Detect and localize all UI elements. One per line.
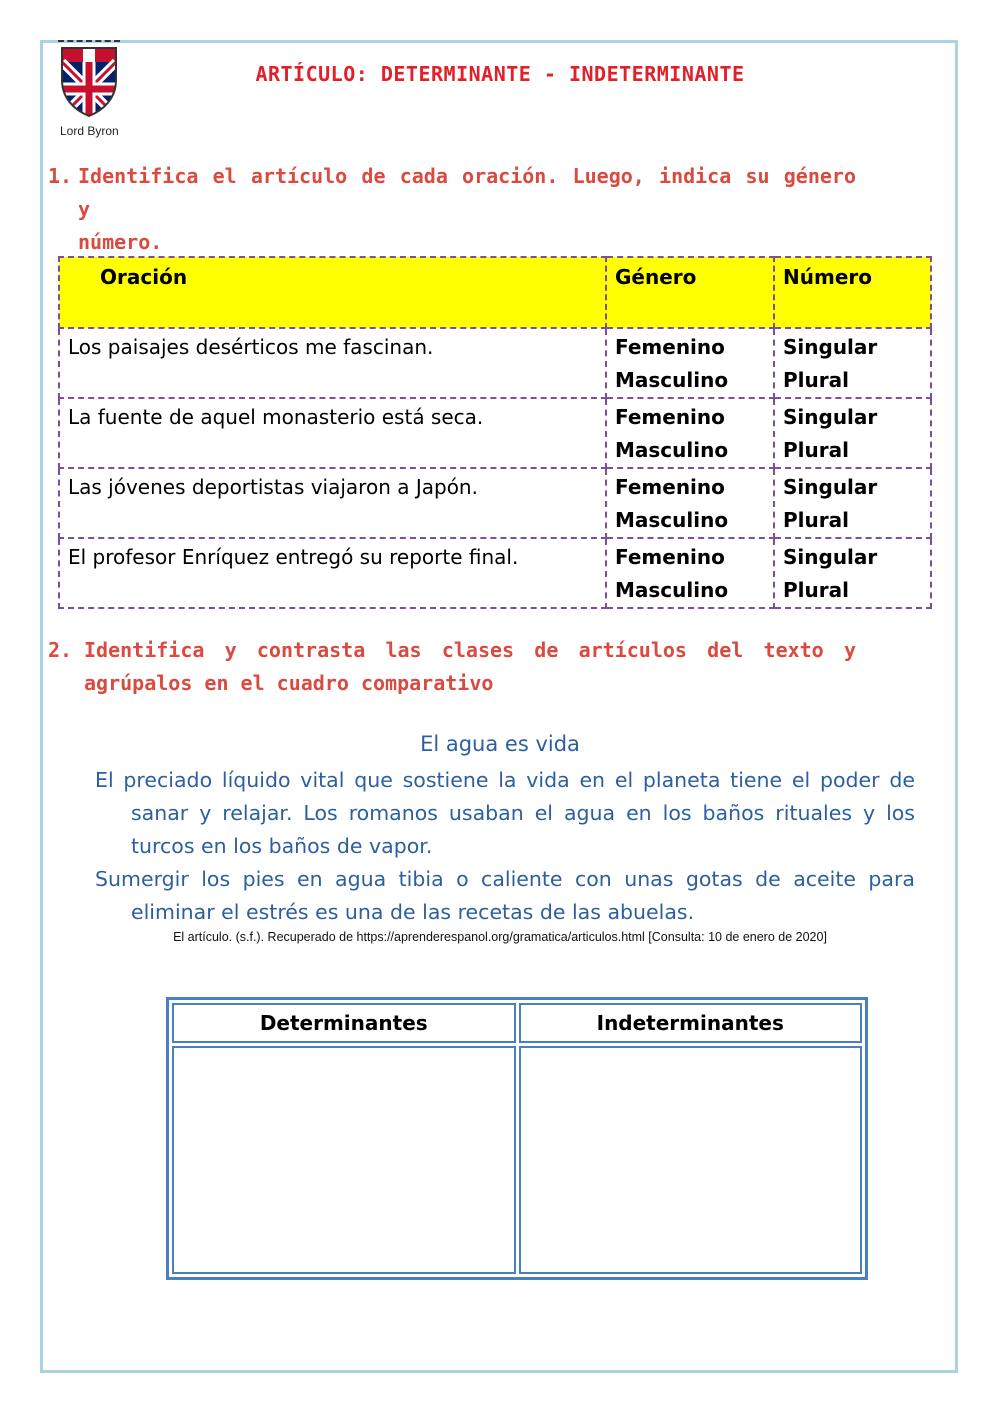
sentence-cell: Los paisajes desérticos me fascinan.	[59, 328, 606, 398]
citation: El artículo. (s.f.). Recuperado de https://aprenderespanol.org/gramatica/articulos.html [Consulta: 10 de enero de 2020]	[173, 930, 827, 944]
option-singular[interactable]: Singular	[783, 405, 878, 429]
genero-cell	[606, 538, 774, 608]
option-plural[interactable]: Plural	[783, 578, 849, 602]
question-2-line-2: agrúpalos en el cuadro comparativo	[84, 671, 494, 695]
table-header-row	[59, 257, 931, 328]
option-singular[interactable]: Singular	[783, 335, 878, 359]
numero-cell	[774, 398, 931, 468]
table-row	[59, 398, 931, 468]
indeterminantes-answer-area[interactable]	[519, 1046, 863, 1274]
option-singular[interactable]: Singular	[783, 475, 878, 499]
option-singular[interactable]: Singular	[783, 545, 878, 569]
option-plural[interactable]: Plural	[783, 508, 849, 532]
sentence-cell: La fuente de aquel monasterio está seca.	[59, 398, 606, 468]
question-1-line-2: número.	[78, 230, 163, 254]
determinantes-answer-area[interactable]	[172, 1046, 516, 1274]
comparison-table	[166, 997, 868, 1280]
comparison-header-row	[172, 1003, 862, 1043]
header-indeterminantes: Indeterminantes	[519, 1003, 863, 1043]
logo-caption: Lord Byron	[60, 124, 119, 138]
table-row	[59, 468, 931, 538]
option-masculino[interactable]: Masculino	[615, 438, 729, 462]
sentence-cell: El profesor Enríquez entregó su reporte final.	[59, 538, 606, 608]
option-femenino[interactable]: Femenino	[615, 335, 725, 359]
passage-title: El agua es vida	[420, 732, 580, 756]
worksheet-title: ARTÍCULO: DETERMINANTE - INDETERMINANTE	[255, 62, 745, 86]
header-genero: Género	[606, 257, 774, 328]
article-table	[58, 256, 932, 609]
numero-cell	[774, 468, 931, 538]
header-numero: Número	[774, 257, 931, 328]
question-1-line-1: Identifica el artículo de cada oración. Luego, indica su género y	[78, 164, 856, 221]
question-2	[48, 634, 856, 700]
table-row	[59, 538, 931, 608]
genero-cell	[606, 328, 774, 398]
question-1-number: 1.	[48, 164, 73, 188]
logo-dashes	[58, 40, 120, 42]
option-plural[interactable]: Plural	[783, 368, 849, 392]
option-masculino[interactable]: Masculino	[615, 508, 729, 532]
option-masculino[interactable]: Masculino	[615, 578, 729, 602]
header-oracion: Oración	[59, 257, 606, 328]
genero-cell	[606, 398, 774, 468]
option-plural[interactable]: Plural	[783, 438, 849, 462]
comparison-body-row	[172, 1046, 862, 1274]
genero-cell	[606, 468, 774, 538]
table-row	[59, 328, 931, 398]
school-logo	[58, 40, 122, 138]
option-femenino[interactable]: Femenino	[615, 475, 725, 499]
numero-cell	[774, 328, 931, 398]
sentence-cell: Las jóvenes deportistas viajaron a Japón.	[59, 468, 606, 538]
question-2-number: 2.	[48, 638, 73, 662]
option-masculino[interactable]: Masculino	[615, 368, 729, 392]
passage-paragraph-1: El preciado líquido vital que sostiene la vida en el planeta tiene el poder de sanar y relajar. Los romanos usaban el agua en los baños rituales y los turcos en los baños de vapor.	[95, 768, 915, 858]
numero-cell	[774, 538, 931, 608]
option-femenino[interactable]: Femenino	[615, 545, 725, 569]
option-femenino[interactable]: Femenino	[615, 405, 725, 429]
header-determinantes: Determinantes	[172, 1003, 516, 1043]
question-1	[48, 160, 856, 259]
question-2-line-1: Identifica y contrasta las clases de artículos del texto y	[84, 638, 856, 662]
passage-paragraph-2: Sumergir los pies en agua tibia o caliente con unas gotas de aceite para eliminar el estrés es una de las recetas de las abuelas.	[95, 867, 915, 924]
